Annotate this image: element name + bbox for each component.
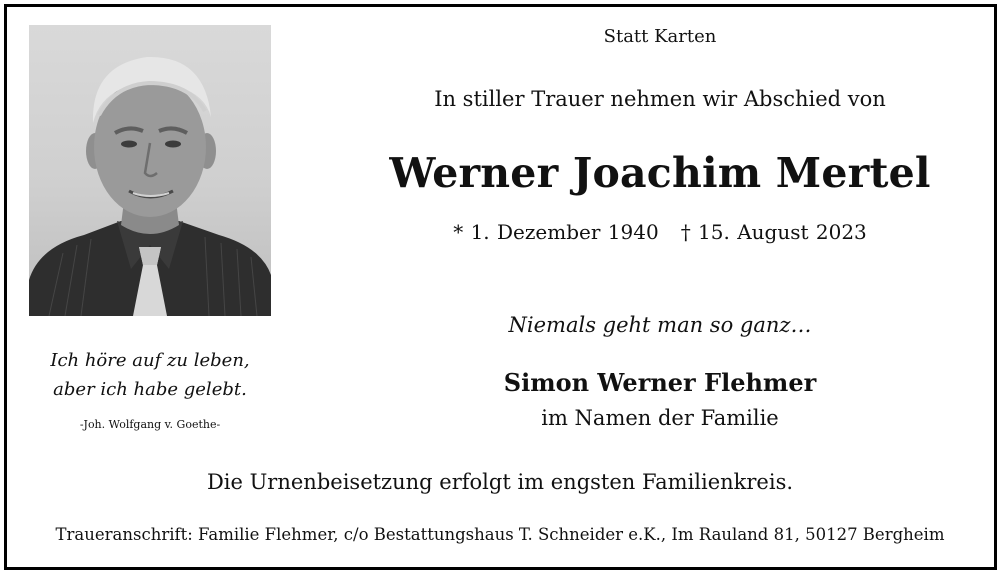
intro-line: In stiller Trauer nehmen wir Abschied von bbox=[434, 87, 886, 111]
motto-line: Niemals geht man so ganz… bbox=[508, 313, 812, 337]
portrait-illustration bbox=[29, 25, 271, 316]
deceased-name: Werner Joachim Mertel bbox=[389, 149, 931, 197]
goethe-quote bbox=[20, 346, 280, 404]
life-dates bbox=[360, 220, 960, 244]
quote-author: -Joh. Wolfgang v. Goethe- bbox=[79, 418, 221, 431]
signer-name: Simon Werner Flehmer bbox=[503, 368, 817, 397]
death-date: † 15. August 2023 bbox=[680, 220, 867, 244]
birth-date: * 1. Dezember 1940 bbox=[453, 220, 659, 244]
burial-note: Die Urnenbeisetzung erfolgt im engsten Familienkreis. bbox=[206, 470, 794, 494]
mourning-address: Traueranschrift: Familie Flehmer, c/o Bestattungshaus T. Schneider e.K., Im Rauland 81, 50127 Bergheim bbox=[55, 525, 945, 544]
quote-line-2: aber ich habe gelebt. bbox=[53, 379, 247, 400]
signer-note: im Namen der Familie bbox=[541, 406, 779, 430]
portrait-photo bbox=[29, 25, 271, 316]
quote-line-1: Ich höre auf zu leben, bbox=[50, 350, 250, 371]
header-statt-karten: Statt Karten bbox=[603, 26, 717, 47]
